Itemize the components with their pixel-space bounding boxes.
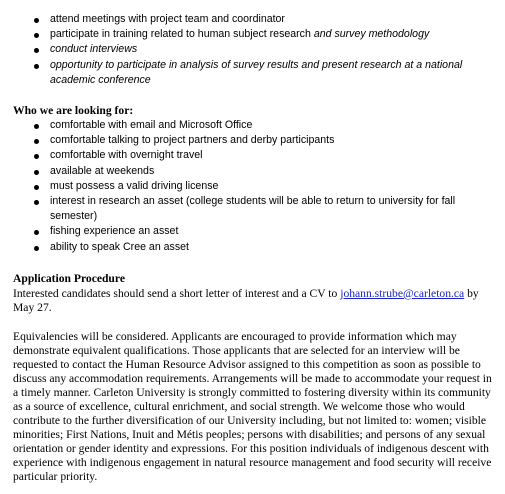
- list-item-italic-text: and survey methodology: [313, 28, 430, 41]
- list-item: fishing experience an asset: [0, 224, 495, 239]
- list-item-text: participate in training related to human subject research: [50, 28, 314, 41]
- list-item: comfortable with overnight travel: [0, 148, 495, 163]
- application-text-after: by May 27.: [13, 287, 479, 314]
- list-item-text: attend meetings with project team and coordinator: [50, 13, 285, 25]
- duties-list: [0, 12, 495, 88]
- application-heading: Application Procedure: [13, 272, 125, 285]
- list-item: comfortable talking to project partners and derby participants: [0, 133, 495, 148]
- list-item: [0, 42, 495, 57]
- list-item: [0, 58, 495, 88]
- application-text-before: Interested candidates should send a short letter of interest and a CV to: [13, 287, 341, 300]
- looking-for-heading: Who we are looking for:: [13, 104, 134, 117]
- email-link[interactable]: johann.strube@carleton.ca: [340, 287, 465, 300]
- list-item: [0, 12, 495, 27]
- list-item-italic-text: opportunity to participate in analysis of survey results and present research at a national academic conference: [50, 58, 463, 86]
- list-item: ability to speak Cree an asset: [0, 240, 495, 255]
- list-item: must possess a valid driving license: [0, 179, 495, 194]
- list-item: interest in research an asset (college students will be able to return to university for fall semester): [0, 194, 495, 224]
- list-item: comfortable with email and Microsoft Office: [0, 118, 495, 133]
- list-item: [0, 27, 495, 42]
- list-item: available at weekends: [0, 164, 495, 179]
- looking-for-list: [0, 118, 495, 255]
- list-item-italic-text: conduct interviews: [50, 43, 138, 56]
- equivalency-paragraph: Equivalencies will be considered. Applicants are encouraged to provide information which may demonstrate equivalent qualifications. Those applicants that are selected for an interview will be requested to contact the Human Resource Advisor assigned to this competition as soon as possible to discuss any accommodation requirements. Arrangements will be made to accommodate your request in a timely manner. Carleton University is strongly committed to fostering diversity within its community as a source of excellence, cultural enrichment, and social strength. We welcome those who would contribute to the further diversification of our University including, but not limited to: women; visible minorities; First Nations, Inuit and Métis peoples; persons with disabilities; and persons of any sexual orientation or gender identity and expressions. For this position individuals of indigenous descent with experience with indigenous engagement in natural resource management and food security will receive particular priority.: [13, 330, 492, 483]
- application-text: [13, 287, 498, 315]
